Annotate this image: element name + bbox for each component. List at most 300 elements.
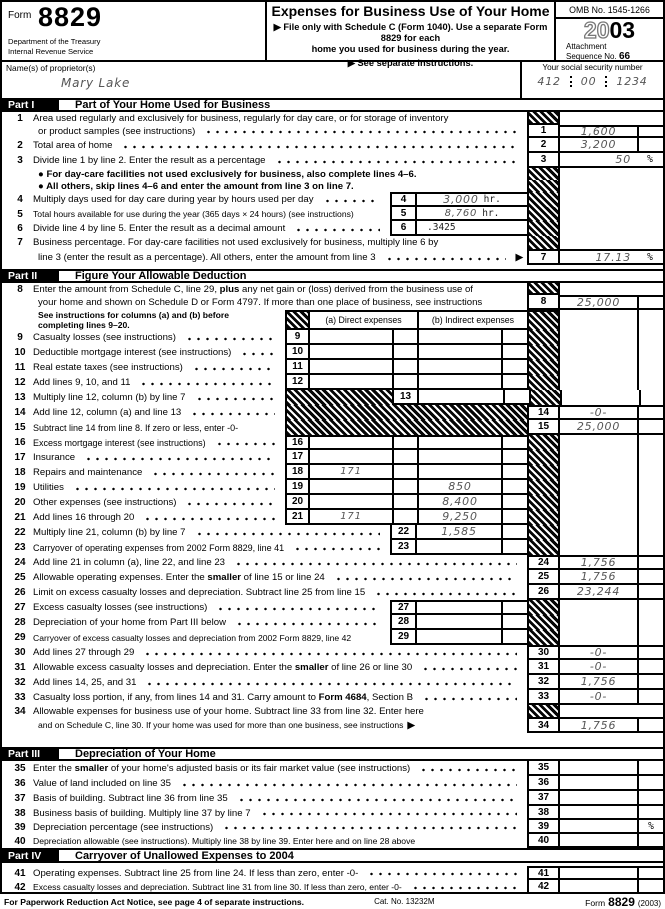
dot-leaders [139, 381, 275, 386]
line34-label-1: 34 Allowable expenses for business use of your home. Subtract line 33 from line 32. Enter here [14, 705, 424, 717]
line17-numbox: 17 [285, 450, 310, 465]
line9-label: 9 Casualty losses (see instructions) [2, 330, 285, 345]
line40-label: 40 Depreciation allowable (see instructions). Multiply line 38 by line 39. Enter here and on line 28 above [14, 835, 416, 847]
dot-leaders [73, 486, 275, 491]
line21-direct-cents[interactable] [392, 510, 417, 525]
dot-leaders [195, 396, 275, 401]
dot-leaders [294, 227, 380, 232]
part3-tag: Part III [2, 749, 59, 759]
dot-leaders [145, 681, 517, 686]
line24-numbox: 24 [527, 555, 560, 570]
line40-cents-box[interactable] [637, 834, 663, 848]
ssn-field[interactable] [520, 62, 663, 98]
dot-leaders [222, 825, 517, 830]
line38-cents-box[interactable] [637, 806, 663, 820]
line41-cents-box[interactable] [637, 866, 663, 880]
line10-direct-box[interactable] [310, 345, 392, 360]
dot-leaders [234, 561, 517, 566]
line10-indirect-box[interactable] [417, 345, 501, 360]
line25-amount-box[interactable]: 1,756 [560, 570, 637, 585]
line27-value-box[interactable] [417, 600, 501, 615]
dot-leaders [185, 501, 275, 506]
line6-label: 6 Divide line 4 by line 5. Enter the result as a decimal amount [2, 221, 390, 236]
line9-indirect-box[interactable] [417, 330, 501, 345]
column-b-header: (b) Indirect expenses [417, 310, 527, 330]
part1-title: Part of Your Home Used for Business [75, 99, 271, 111]
line10-direct-cents[interactable] [392, 345, 417, 360]
line23-numbox: 23 [390, 540, 417, 555]
line14-amount-box[interactable]: -0- [560, 405, 637, 420]
line8-label-1: 8 Enter the amount from Schedule C, line 29, plus any net gain or (loss) derived from the business use of [17, 283, 473, 295]
line1-label-1: 1 Area used regularly and exclusively for business, regularly for day care, or for storage of inventory [17, 113, 449, 124]
line8-amount-box[interactable]: 25,000 [560, 295, 637, 310]
line32-amount-box[interactable]: 1,756 [560, 675, 637, 690]
line20-direct-box[interactable] [310, 495, 392, 510]
line11-direct-cents[interactable] [392, 360, 417, 375]
line29-label: 29 Carryover of excess casualty losses and depreciation from 2002 Form 8829, line 42 [14, 632, 352, 643]
name-ssn-row [2, 62, 663, 98]
line34-numbox: 34 [527, 717, 560, 733]
line39-numbox: 39 [527, 820, 560, 834]
hatch-above-line8 [527, 283, 560, 295]
part1-header [2, 98, 663, 112]
hatch-strip [527, 495, 560, 510]
daycare-bullet-1: ● For day-care facilities not used exclusively for business, also complete lines 4–6. [38, 168, 417, 180]
line40-amount-box[interactable] [560, 834, 637, 848]
part3-title: Depreciation of Your Home [75, 748, 216, 760]
line38-numbox: 38 [527, 806, 560, 820]
irs-line: Internal Revenue Service [8, 46, 94, 56]
line11-label: 11 Real estate taxes (see instructions) [2, 360, 285, 375]
dot-leaders [367, 871, 517, 876]
line1-cents-box[interactable] [637, 125, 663, 138]
line9-indirect-cents[interactable] [501, 330, 527, 345]
dot-leaders [334, 576, 517, 581]
hatch-above-line1 [527, 112, 560, 125]
omb-number: OMB No. 1545-1266 [556, 2, 663, 19]
part1-tag: Part I [2, 100, 59, 110]
dot-leaders [204, 129, 517, 134]
line20-indirect-cents[interactable] [501, 495, 527, 510]
line17-direct-box[interactable] [310, 450, 392, 465]
hatch-line14 [285, 405, 527, 420]
line27-label: 27 Excess casualty losses (see instructions) [2, 600, 390, 615]
line12-indirect-box[interactable] [417, 375, 501, 390]
hatch-strip [527, 450, 560, 465]
line18-numbox: 18 [285, 465, 310, 480]
line23-label: 23 Carryover of operating expenses from 2002 Form 8829, line 41 [2, 540, 390, 555]
hatch-strip [527, 207, 560, 221]
form-subtitle: ▶ File only with Schedule C (Form 1040). Use a separate Form 8829 for each home you used for business during the year. [273, 22, 548, 54]
line17-direct-cents[interactable] [392, 450, 417, 465]
line42-label: 42 Excess casualty losses and depreciation. Subtract line 31 from line 30. If less than zero, enter -0- [2, 880, 527, 892]
ssn-label: Your social security number [542, 63, 643, 72]
hatch-strip [529, 390, 562, 405]
line9-numbox: 9 [285, 330, 310, 345]
line16-direct-box[interactable] [310, 435, 392, 450]
line42-numbox: 42 [527, 880, 560, 892]
line26-amount-box[interactable]: 23,244 [560, 585, 637, 600]
line1-numbox: 1 [527, 125, 560, 138]
line41-label: 41 Operating expenses. Subtract line 25 from line 24. If less than zero, enter -0- [2, 866, 527, 880]
hatch-line13-left [285, 390, 392, 405]
line31-numbox: 31 [527, 660, 560, 675]
line18-indirect-box[interactable] [417, 465, 501, 480]
line28-cents-box[interactable] [501, 615, 527, 630]
line35-amount-box[interactable] [560, 761, 637, 776]
dot-leaders [260, 811, 517, 816]
line12-numbox: 12 [285, 375, 310, 390]
part4-tag: Part IV [2, 850, 59, 861]
line7-numbox: 7 [527, 249, 560, 265]
arrow-icon: ▶ [515, 251, 523, 263]
line16-numbox: 16 [285, 435, 310, 450]
line12-indirect-cents[interactable] [501, 375, 527, 390]
line30-label: 30 Add lines 27 through 29 [2, 645, 527, 660]
line25-cents-box[interactable] [637, 570, 663, 585]
line18-label: 18 Repairs and maintenance [2, 465, 285, 480]
line3-percent-sign: % [637, 153, 663, 168]
line20-indirect-box[interactable]: 8,400 [417, 495, 501, 510]
year-prefix: 20 [583, 17, 610, 43]
line3-numbox: 3 [527, 153, 560, 168]
line19-numbox: 19 [285, 480, 310, 495]
line3-amount-box[interactable]: 50 [560, 153, 637, 168]
line11-direct-box[interactable] [310, 360, 392, 375]
line22-value-box[interactable]: 1,585 [417, 525, 501, 540]
hatch-strip [527, 192, 560, 207]
line17-indirect-cents[interactable] [501, 450, 527, 465]
daycare-bullet-2: ● All others, skip lines 4–6 and enter the amount from line 3 on line 7. [38, 180, 354, 192]
line18-direct-box[interactable]: 171 [310, 465, 392, 480]
line14-numbox: 14 [527, 405, 560, 420]
hatch-strip [527, 615, 560, 630]
hatch-strip [527, 330, 560, 345]
hatch-strip [527, 510, 560, 525]
line28-value-box[interactable] [417, 615, 501, 630]
hatch-line15 [285, 420, 527, 435]
line3-label: 3 Divide line 1 by line 2. Enter the result as a percentage [2, 153, 527, 168]
dot-leaders [235, 621, 380, 626]
line24-cents-box[interactable] [637, 555, 663, 570]
form-title-block [265, 2, 556, 69]
omb-year-block [556, 2, 663, 63]
line15-numbox: 15 [527, 420, 560, 435]
line42-amount-box[interactable] [560, 880, 637, 892]
proprietor-name-field[interactable] [2, 62, 520, 98]
line26-label: 26 Limit on excess casualty losses and depreciation. Subtract line 25 from line 15 [2, 585, 527, 600]
hatch-strip [527, 705, 560, 717]
hatch-strip [527, 375, 560, 390]
line5-value-box[interactable]: 8,760 hr. [417, 207, 527, 221]
line37-cents-box[interactable] [637, 791, 663, 806]
footer-form-id: Form 8829 (2003) [585, 894, 661, 909]
line39-percent-sign: % [637, 820, 663, 834]
line14-cents-box[interactable] [637, 405, 663, 420]
hatch-strip [527, 435, 560, 450]
dot-leaders [151, 471, 275, 476]
line13-indirect-cents[interactable] [503, 390, 529, 405]
line16-direct-cents[interactable] [392, 435, 417, 450]
line18-indirect-cents[interactable] [501, 465, 527, 480]
line7-percent-sign: % [637, 249, 663, 265]
dot-leaders [143, 516, 275, 521]
line9-direct-cents[interactable] [392, 330, 417, 345]
line15-amount-box[interactable]: 25,000 [560, 420, 637, 435]
line5-numbox: 5 [390, 207, 417, 221]
line20-direct-cents[interactable] [392, 495, 417, 510]
part4-header [2, 848, 663, 863]
line36-numbox: 36 [527, 776, 560, 791]
line6-numbox: 6 [390, 221, 417, 236]
dot-leaders [323, 198, 380, 203]
ssn-value: 412 00 1234 [537, 75, 648, 88]
part2-header [2, 269, 663, 283]
line23-cents-box[interactable] [501, 540, 527, 555]
hatch-strip [527, 221, 560, 236]
line39-label: 39 Depreciation percentage (see instructions) [2, 820, 527, 834]
line34-amount-box[interactable]: 1,756 [560, 717, 637, 733]
line15-label: 15 Subtract line 14 from line 8. If zero or less, enter -0- [14, 422, 239, 433]
line33-label: 33 Casualty loss portion, if any, from lines 14 and 31. Carry amount to Form 4684, Section B [2, 690, 527, 705]
line34-cents-box[interactable] [637, 717, 663, 733]
line11-numbox: 11 [285, 360, 310, 375]
line8-numbox: 8 [527, 295, 560, 310]
hatch-strip [527, 600, 560, 615]
dot-leaders [84, 456, 275, 461]
line33-amount-box[interactable]: -0- [560, 690, 637, 705]
line22-label: 22 Multiply line 21, column (b) by line 7 [2, 525, 390, 540]
hatch-strip [527, 180, 560, 192]
line4-value-box[interactable]: 3,000 hr. [417, 192, 527, 207]
hatch-strip [527, 480, 560, 495]
dot-leaders [185, 336, 275, 341]
line19-direct-box[interactable] [310, 480, 392, 495]
dot-leaders [411, 885, 517, 890]
line1-amount-box[interactable]: 1,600 [560, 125, 637, 138]
dot-leaders [240, 351, 275, 356]
hatch-strip [527, 630, 560, 645]
line37-amount-box[interactable] [560, 791, 637, 806]
dot-leaders [374, 591, 517, 596]
line30-numbox: 30 [527, 645, 560, 660]
line20-label: 20 Other expenses (see instructions) [2, 495, 285, 510]
line25-numbox: 25 [527, 570, 560, 585]
line39-amount-box[interactable] [560, 820, 637, 834]
line19-indirect-box[interactable]: 850 [417, 480, 501, 495]
line20-numbox: 20 [285, 495, 310, 510]
line14-label: 14 Add line 12, column (a) and line 13 [2, 405, 285, 420]
line31-amount-box[interactable]: -0- [560, 660, 637, 675]
dot-leaders [180, 782, 517, 787]
line27-numbox: 27 [390, 600, 417, 615]
line13-numbox: 13 [392, 390, 419, 405]
line35-numbox: 35 [527, 761, 560, 776]
hatch-strip [527, 345, 560, 360]
proprietor-name-value: Mary Lake [61, 76, 131, 90]
line36-cents-box[interactable] [637, 776, 663, 791]
line2-label: 2 Total area of home [2, 138, 527, 153]
line35-label: 35 Enter the smaller of your home's adjusted basis or its fair market value (see instructions) [2, 761, 527, 776]
line16-indirect-cents[interactable] [501, 435, 527, 450]
attachment-sequence: Attachment Sequence No. 66 [566, 42, 631, 63]
line33-numbox: 33 [527, 690, 560, 705]
column-a-header: (a) Direct expenses [310, 310, 417, 330]
line24-label: 24 Add line 21 in column (a), line 22, and line 23 [2, 555, 527, 570]
line13-label: 13 Multiply line 12, column (b) by line 7 [2, 390, 285, 405]
line9-direct-box[interactable] [310, 330, 392, 345]
hatch-strip [527, 465, 560, 480]
line8-label-2: your home and shown on Schedule D or Form 4797. If more than one place of business, see instructions [38, 297, 483, 308]
part3-header [2, 747, 663, 761]
line38-label: 38 Business basis of building. Multiply line 37 by line 7 [2, 806, 527, 820]
line29-numbox: 29 [390, 630, 417, 645]
line8-cents-box[interactable] [637, 295, 663, 310]
arrow-icon: ▶ [407, 719, 415, 731]
hatch-strip [527, 525, 560, 540]
dot-leaders [293, 546, 380, 551]
line12-direct-cents[interactable] [392, 375, 417, 390]
line21-direct-box[interactable]: 171 [310, 510, 392, 525]
line41-numbox: 41 [527, 866, 560, 880]
form-id-block [2, 2, 265, 60]
line32-numbox: 32 [527, 675, 560, 690]
see-instructions-note: ▶ See separate instructions. [347, 58, 474, 69]
hatch-strip [527, 540, 560, 555]
line26-cents-box[interactable] [637, 585, 663, 600]
line12-direct-box[interactable] [310, 375, 392, 390]
dot-leaders [190, 411, 275, 416]
line29-value-box[interactable] [417, 630, 501, 645]
line7-label-2: line 3 (enter the result as a percentage). All others, enter the amount from line 3 ▶ [38, 251, 523, 263]
line28-numbox: 28 [390, 615, 417, 630]
line29-cents-box[interactable] [501, 630, 527, 645]
line18-direct-cents[interactable] [392, 465, 417, 480]
line21-label: 21 Add lines 16 through 20 [2, 510, 285, 525]
line10-indirect-cents[interactable] [501, 345, 527, 360]
dot-leaders [143, 651, 517, 656]
line7-amount-box[interactable]: 17.13 [560, 249, 637, 265]
line19-direct-cents[interactable] [392, 480, 417, 495]
dot-leaders [275, 159, 517, 164]
form-title: Expenses for Business Use of Your Home [271, 3, 550, 19]
line35-cents-box[interactable] [637, 761, 663, 776]
line11-indirect-box[interactable] [417, 360, 501, 375]
dot-leaders [385, 256, 506, 261]
line21-indirect-cents[interactable] [501, 510, 527, 525]
line37-label: 37 Basis of building. Subtract line 36 from line 35 [2, 791, 527, 806]
line23-value-box[interactable] [417, 540, 501, 555]
line32-cents-box[interactable] [637, 675, 663, 690]
line24-amount-box[interactable]: 1,756 [560, 555, 637, 570]
line2-amount-box[interactable]: 3,200 [560, 138, 637, 153]
hatch-strip [527, 360, 560, 375]
line21-numbox: 21 [285, 510, 310, 525]
line26-numbox: 26 [527, 585, 560, 600]
line16-label: 16 Excess mortgage interest (see instructions) [2, 435, 285, 450]
line36-label: 36 Value of land included on line 35 [2, 776, 527, 791]
line13-indirect-box[interactable] [419, 390, 503, 405]
hatch-strip [527, 310, 560, 330]
hatch-strip [527, 168, 560, 180]
part4-title: Carryover of Unallowed Expenses to 2004 [75, 849, 294, 862]
line37-numbox: 37 [527, 791, 560, 806]
line21-indirect-box[interactable]: 9,250 [417, 510, 501, 525]
line31-cents-box[interactable] [637, 660, 663, 675]
form-footer [0, 892, 665, 909]
hatch-strip [527, 236, 560, 249]
line16-indirect-box[interactable] [417, 435, 501, 450]
catalog-number: Cat. No. 13232M [374, 897, 435, 906]
dot-leaders [215, 441, 275, 446]
dot-leaders [192, 366, 275, 371]
line17-label: 17 Insurance [2, 450, 285, 465]
ssn-separator [570, 76, 572, 87]
line41-amount-box[interactable] [560, 866, 637, 880]
line30-amount-box[interactable]: -0- [560, 645, 637, 660]
agency-block [8, 37, 100, 56]
line36-amount-box[interactable] [560, 776, 637, 791]
tax-year [556, 19, 663, 42]
line2-cents-box[interactable] [637, 138, 663, 153]
line4-label: 4 Multiply days used for day care during year by hours used per day [2, 192, 390, 207]
ssn-separator [605, 76, 607, 87]
dot-leaders [421, 666, 517, 671]
dot-leaders [422, 696, 517, 701]
line19-indirect-cents[interactable] [501, 480, 527, 495]
line2-numbox: 2 [527, 138, 560, 153]
line7-label-1: 7 Business percentage. For day-care facilities not used exclusively for business, multiply line 6 by [17, 237, 439, 248]
line30-cents-box[interactable] [637, 645, 663, 660]
form-number: 8829 [38, 2, 103, 32]
line42-cents-box[interactable] [637, 880, 663, 892]
line17-indirect-box[interactable] [417, 450, 501, 465]
line31-label: 31 Allowable excess casualty losses and depreciation. Enter the smaller of line 26 or line 30 [2, 660, 527, 675]
treasury-line: Department of the Treasury [8, 37, 101, 47]
dot-leaders [237, 797, 517, 802]
line27-cents-box[interactable] [501, 600, 527, 615]
line11-indirect-cents[interactable] [501, 360, 527, 375]
dot-leaders [195, 531, 380, 536]
hatch-col-header [285, 310, 310, 330]
columns-note: See instructions for columns (a) and (b) before completing lines 9–20. [38, 310, 229, 330]
line15-cents-box[interactable] [637, 420, 663, 435]
line10-numbox: 10 [285, 345, 310, 360]
paperwork-notice: For Paperwork Reduction Act Notice, see page 4 of separate instructions. [4, 896, 305, 907]
line12-label: 12 Add lines 9, 10, and 11 [2, 375, 285, 390]
dot-leaders [121, 144, 517, 149]
year-suffix: 03 [609, 17, 636, 43]
line22-numbox: 22 [390, 525, 417, 540]
part2-tag: Part II [2, 271, 59, 281]
line25-label: 25 Allowable operating expenses. Enter the smaller of line 15 or line 24 [2, 570, 527, 585]
line10-label: 10 Deductible mortgage interest (see instructions) [2, 345, 285, 360]
line28-label: 28 Depreciation of your home from Part III below [2, 615, 390, 630]
line33-cents-box[interactable] [637, 690, 663, 705]
line38-amount-box[interactable] [560, 806, 637, 820]
line5-label: 5 Total hours available for use during the year (365 days × 24 hours) (see instructions) [17, 208, 354, 220]
dot-leaders [216, 606, 380, 611]
line1-label-2: or product samples (see instructions) [2, 125, 527, 138]
part2-title: Figure Your Allowable Deduction [75, 270, 247, 282]
line32-label: 32 Add lines 14, 25, and 31 [2, 675, 527, 690]
line19-label: 19 Utilities [2, 480, 285, 495]
proprietor-name-label: Name(s) of proprietor(s) [6, 63, 96, 73]
dot-leaders [419, 767, 517, 772]
line22-cents-box[interactable] [501, 525, 527, 540]
line34-label-2: and on Schedule C, line 30. If your home was used for more than one business, see instructions ▶ [38, 719, 415, 731]
line6-value-box[interactable]: .3425 [417, 221, 527, 236]
